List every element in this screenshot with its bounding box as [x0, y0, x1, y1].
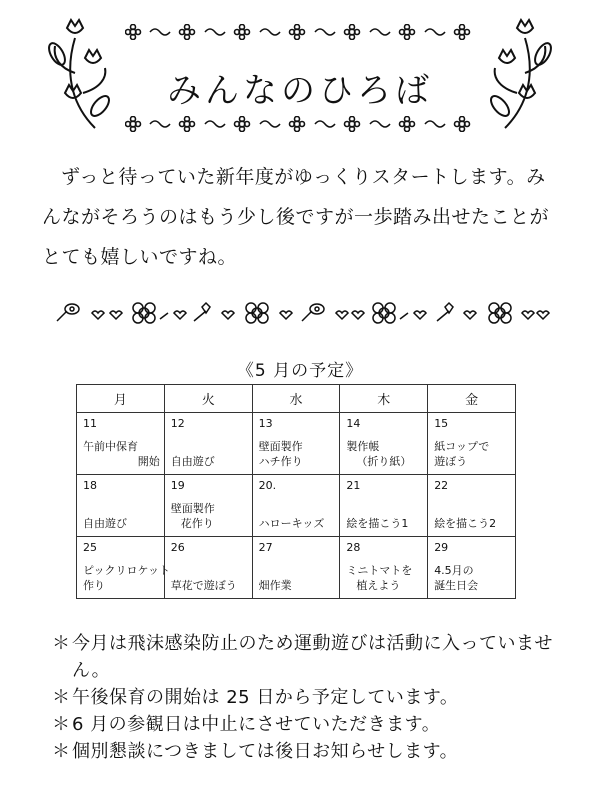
note-item — [52, 630, 572, 684]
day-number: 25 — [83, 541, 97, 554]
day-number: 20. — [258, 479, 277, 492]
day-number: 11 — [83, 417, 97, 430]
heart-icon — [537, 311, 549, 319]
calendar-week — [77, 537, 516, 599]
flower-chain-icon — [125, 24, 475, 40]
calendar-week — [77, 413, 516, 475]
day-number: 19 — [170, 479, 185, 492]
event-text — [434, 563, 511, 593]
flower-heart-divider — [52, 299, 552, 329]
day-number: 26 — [170, 541, 185, 554]
day-number: 18 — [83, 479, 97, 492]
schedule-title: 《5 月の予定》 — [236, 361, 364, 381]
flower-icon — [489, 303, 511, 323]
event-line: 自由遊び — [83, 517, 127, 530]
flower-icon — [246, 303, 268, 323]
calendar-cell — [428, 413, 516, 475]
event-text — [259, 439, 336, 469]
intro-paragraph — [42, 157, 562, 277]
weekday-thu: 木 — [340, 385, 428, 413]
event-text — [259, 578, 336, 593]
event-text — [434, 516, 511, 531]
event-line: 4.5月の — [434, 564, 474, 577]
weekday-header-row — [77, 385, 516, 413]
heart-icon — [336, 311, 348, 319]
flower-border-top — [125, 24, 475, 40]
calendar-cell — [252, 537, 340, 599]
note-item — [52, 738, 572, 765]
event-line: 開始 — [137, 455, 160, 468]
event-line: ハチ作り — [258, 455, 303, 468]
day-number: 15 — [434, 417, 449, 430]
event-line: ハローキッズ — [258, 517, 325, 530]
event-line: ミニトマトを — [346, 564, 413, 577]
day-number: 27 — [258, 541, 273, 554]
flower-icon — [133, 303, 168, 323]
note-item — [52, 711, 572, 738]
event-line: 絵を描こう2 — [434, 517, 497, 530]
event-text — [346, 516, 423, 531]
calendar-cell — [77, 537, 171, 599]
heart-icon — [352, 311, 364, 319]
weekday-fri: 金 — [428, 385, 516, 413]
event-line: 午前中保育 — [83, 440, 138, 453]
event-line: 製作帳 — [346, 440, 380, 453]
flower-icon — [57, 304, 79, 321]
page-title: みんなのひろば — [167, 71, 433, 111]
header-banner — [45, 18, 555, 136]
heart-icon — [414, 311, 426, 319]
weekday-wed: 水 — [252, 385, 340, 413]
heart-icon — [92, 311, 104, 319]
asterisk-mark: ＊ — [52, 741, 71, 762]
flower-chain-icon — [125, 116, 475, 132]
note-text: 今月は飛沫感染防止のため運動遊びは活動に入っていません。 — [72, 633, 553, 681]
day-number: 22 — [434, 479, 449, 492]
event-line: （折り紙） — [356, 455, 412, 468]
event-line: 草花で遊ぼう — [170, 579, 237, 592]
event-line: 絵を描こう1 — [346, 517, 409, 530]
day-number: 21 — [346, 479, 361, 492]
event-line: 紙コップで — [434, 440, 490, 453]
event-line: 植えよう — [356, 579, 401, 592]
event-text — [83, 516, 160, 531]
flower-icon — [373, 303, 408, 323]
event-line: 自由遊び — [170, 455, 215, 468]
day-number: 12 — [170, 417, 185, 430]
day-number: 14 — [346, 417, 361, 430]
event-line: 花作り — [180, 517, 214, 530]
calendar-cell — [164, 475, 252, 537]
heart-icon — [222, 311, 234, 319]
event-line: ピックリロケット — [83, 564, 171, 577]
event-line: 誕生日会 — [434, 579, 479, 592]
note-text: 6 月の参観日は中止にさせていただきます。 — [72, 714, 441, 735]
heart-icon — [280, 311, 292, 319]
notes-list — [52, 630, 572, 765]
note-text: 午後保育の開始は 25 日から予定しています。 — [72, 687, 459, 708]
event-text — [171, 501, 248, 531]
calendar-cell — [340, 475, 428, 537]
event-text — [83, 439, 160, 469]
flower-icon — [194, 303, 210, 321]
heart-icon — [464, 311, 476, 319]
event-line: 壁面製作 — [170, 502, 215, 515]
calendar-cell — [77, 475, 165, 537]
event-text — [83, 563, 171, 593]
calendar-cell — [252, 475, 340, 537]
day-number: 29 — [434, 541, 449, 554]
schedule-calendar — [76, 384, 516, 599]
calendar-cell — [164, 537, 252, 599]
weekday-mon: 月 — [77, 385, 165, 413]
heart-icon — [110, 311, 122, 319]
event-text — [171, 454, 248, 469]
flower-icon — [437, 303, 453, 321]
calendar-cell — [340, 537, 428, 599]
note-text: 個別懇談につきましては後日お知らせします。 — [72, 741, 459, 762]
flower-icon — [302, 304, 324, 321]
heart-icon — [522, 311, 534, 319]
heart-icon — [174, 311, 186, 319]
note-item — [52, 684, 572, 711]
day-number: 13 — [258, 417, 273, 430]
day-number: 28 — [346, 541, 361, 554]
asterisk-mark: ＊ — [52, 714, 71, 735]
calendar-cell — [428, 475, 516, 537]
flower-border-bottom — [125, 116, 475, 132]
calendar-cell — [77, 413, 165, 475]
calendar-cell — [340, 413, 428, 475]
event-line: 壁面製作 — [258, 440, 303, 453]
calendar-week — [77, 475, 516, 537]
weekday-tue: 火 — [164, 385, 252, 413]
asterisk-mark: ＊ — [52, 633, 71, 654]
asterisk-mark: ＊ — [52, 687, 71, 708]
event-text — [434, 439, 511, 469]
event-line: 畑作業 — [258, 579, 292, 592]
event-text — [171, 578, 248, 593]
calendar-cell — [252, 413, 340, 475]
intro-text: ずっと待っていた新年度がゆっくりスタートします。みんながそろうのはもう少し後ですが一歩踏み出せたことがとても嬉しいですね。 — [42, 166, 550, 268]
calendar-cell — [164, 413, 252, 475]
event-text — [346, 563, 423, 593]
event-line: 作り — [83, 579, 105, 592]
calendar-cell — [428, 537, 516, 599]
event-text — [346, 439, 423, 469]
event-line: 遊ぼう — [434, 455, 468, 468]
event-text — [259, 516, 336, 531]
